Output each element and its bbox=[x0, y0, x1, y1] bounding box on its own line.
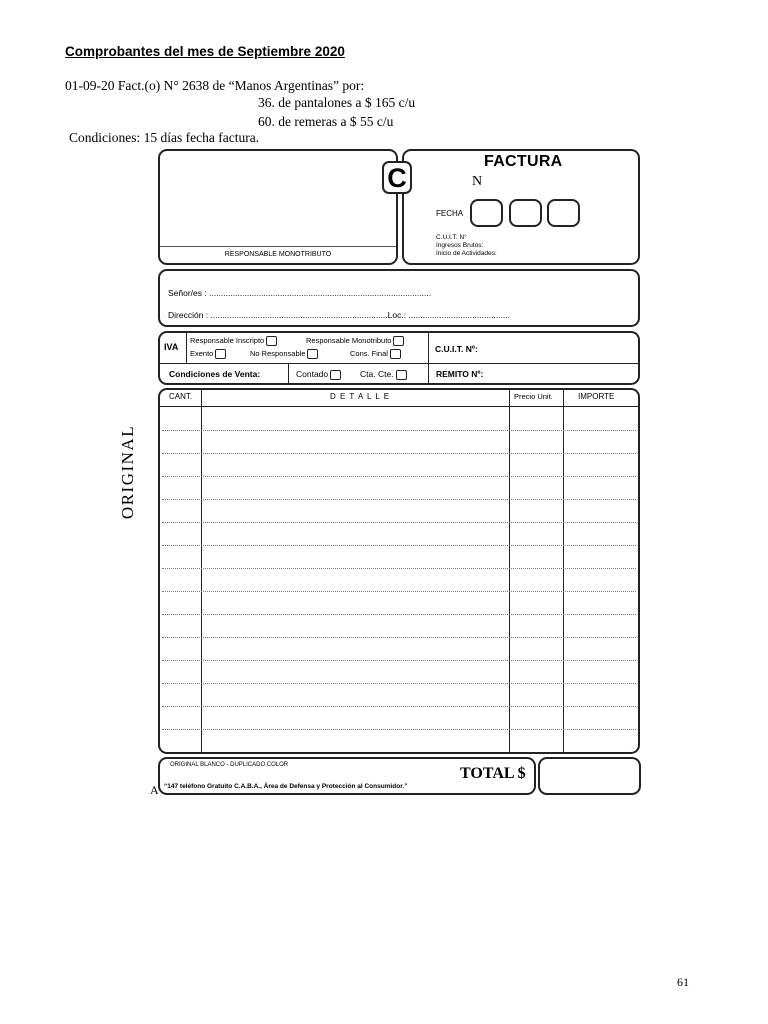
item-row[interactable] bbox=[162, 522, 636, 523]
invoice-header-right bbox=[402, 149, 640, 265]
client-cuit-label: C.U.I.T. Nº: bbox=[435, 344, 478, 354]
contado-label: Contado bbox=[296, 369, 329, 379]
a-mark: A bbox=[150, 783, 159, 797]
item-row[interactable] bbox=[162, 660, 636, 661]
option-exento-label: Exento bbox=[190, 349, 214, 358]
page-heading: Comprobantes del mes de Septiembre 2020 bbox=[65, 44, 345, 59]
option-cf-label: Cons. Final bbox=[350, 349, 388, 358]
item-row[interactable] bbox=[162, 545, 636, 546]
col-precio-header: Precio Unit. bbox=[514, 392, 553, 401]
copy-note: ORIGINAL BLANCO - DUPLICADO COLOR bbox=[170, 762, 289, 768]
original-side-label: ORIGINAL bbox=[118, 424, 137, 520]
invoice-header-left bbox=[158, 149, 398, 265]
option-cons-final[interactable] bbox=[350, 349, 403, 359]
entry-line-2: 36. de pantalones a $ 165 c/u bbox=[258, 95, 416, 110]
checkbox[interactable] bbox=[330, 370, 341, 380]
consumer-protection-note: “147 teléfono Gratuito C.A.B.A., Área de Defensa y Protección al Consumidor.” bbox=[164, 783, 408, 790]
item-row[interactable] bbox=[162, 614, 636, 615]
divider bbox=[160, 363, 638, 364]
item-row[interactable] bbox=[162, 499, 636, 500]
condiciones-venta-label: Condiciones de Venta: bbox=[169, 369, 261, 379]
iva-box bbox=[158, 331, 640, 385]
senores-field[interactable]: Señor/es : .............................................................................................. bbox=[168, 288, 432, 298]
col-importe-header: IMPORTE bbox=[578, 392, 615, 401]
iibb-line: Ingresos Brutos: bbox=[436, 242, 484, 249]
divider bbox=[186, 333, 187, 363]
checkbox[interactable] bbox=[393, 336, 404, 346]
item-row[interactable] bbox=[162, 453, 636, 454]
checkbox[interactable] bbox=[307, 349, 318, 359]
direccion-field[interactable]: Dirección : ...........................................................................Loc.: ........................................... bbox=[168, 310, 510, 320]
option-ri-label: Responsable Inscripto bbox=[190, 336, 265, 345]
factura-title: FACTURA bbox=[484, 153, 563, 170]
divider bbox=[160, 246, 396, 247]
invoice-footer bbox=[158, 757, 536, 795]
item-row[interactable] bbox=[162, 568, 636, 569]
page-number: 61 bbox=[677, 975, 689, 989]
checkbox[interactable] bbox=[396, 370, 407, 380]
item-row[interactable] bbox=[162, 729, 636, 730]
inicio-actividades-line: Inicio de Actividades: bbox=[436, 250, 497, 257]
option-contado[interactable] bbox=[296, 369, 343, 380]
entry-line-1: 01-09-20 Fact.(o) N° 2638 de “Manos Argentinas” por: bbox=[65, 78, 365, 93]
invoice-number-mark: N bbox=[472, 174, 483, 189]
fecha-day-box[interactable] bbox=[470, 199, 503, 227]
option-no-responsable[interactable] bbox=[250, 349, 320, 359]
header-divider bbox=[160, 406, 638, 407]
checkbox[interactable] bbox=[266, 336, 277, 346]
option-nr-label: No Responsable bbox=[250, 349, 306, 358]
item-row[interactable] bbox=[162, 430, 636, 431]
option-cta-cte[interactable] bbox=[360, 369, 409, 380]
col-detalle-header: D E T A L L E bbox=[330, 392, 391, 401]
column-divider bbox=[201, 390, 202, 752]
item-row[interactable] bbox=[162, 591, 636, 592]
column-divider bbox=[509, 390, 510, 752]
divider bbox=[428, 363, 429, 383]
column-divider bbox=[563, 390, 564, 752]
remito-label: REMITO Nº: bbox=[436, 369, 484, 379]
cta-cte-label: Cta. Cte. bbox=[360, 369, 394, 379]
responsable-monotributo-label: RESPONSABLE MONOTRIBUTO bbox=[224, 251, 332, 258]
total-label: TOTAL $ bbox=[460, 765, 526, 782]
item-row[interactable] bbox=[162, 683, 636, 684]
entry-conditions: Condiciones: 15 días fecha factura. bbox=[69, 130, 260, 145]
divider bbox=[428, 333, 429, 363]
option-rm-label: Responsable Monotributo bbox=[306, 336, 392, 345]
entry-line-3: 60. de remeras a $ 55 c/u bbox=[258, 114, 394, 129]
fecha-year-box[interactable] bbox=[547, 199, 580, 227]
option-rm[interactable] bbox=[306, 336, 406, 346]
item-row[interactable] bbox=[162, 476, 636, 477]
fecha-label: FECHA bbox=[436, 209, 464, 218]
col-cant-header: CANT. bbox=[169, 392, 193, 401]
invoice-letter-box: C bbox=[382, 161, 412, 194]
fecha-month-box[interactable] bbox=[509, 199, 542, 227]
item-row[interactable] bbox=[162, 637, 636, 638]
iva-label: IVA bbox=[164, 342, 179, 352]
checkbox[interactable] bbox=[215, 349, 226, 359]
item-row[interactable] bbox=[162, 706, 636, 707]
items-table bbox=[158, 388, 640, 754]
option-exento[interactable] bbox=[190, 349, 228, 359]
divider bbox=[288, 363, 289, 383]
cuit-line: C.U.I.T. N° bbox=[436, 234, 467, 241]
total-amount-field[interactable] bbox=[538, 757, 641, 795]
option-ri[interactable] bbox=[190, 336, 279, 346]
client-box bbox=[158, 269, 640, 327]
checkbox[interactable] bbox=[390, 349, 401, 359]
